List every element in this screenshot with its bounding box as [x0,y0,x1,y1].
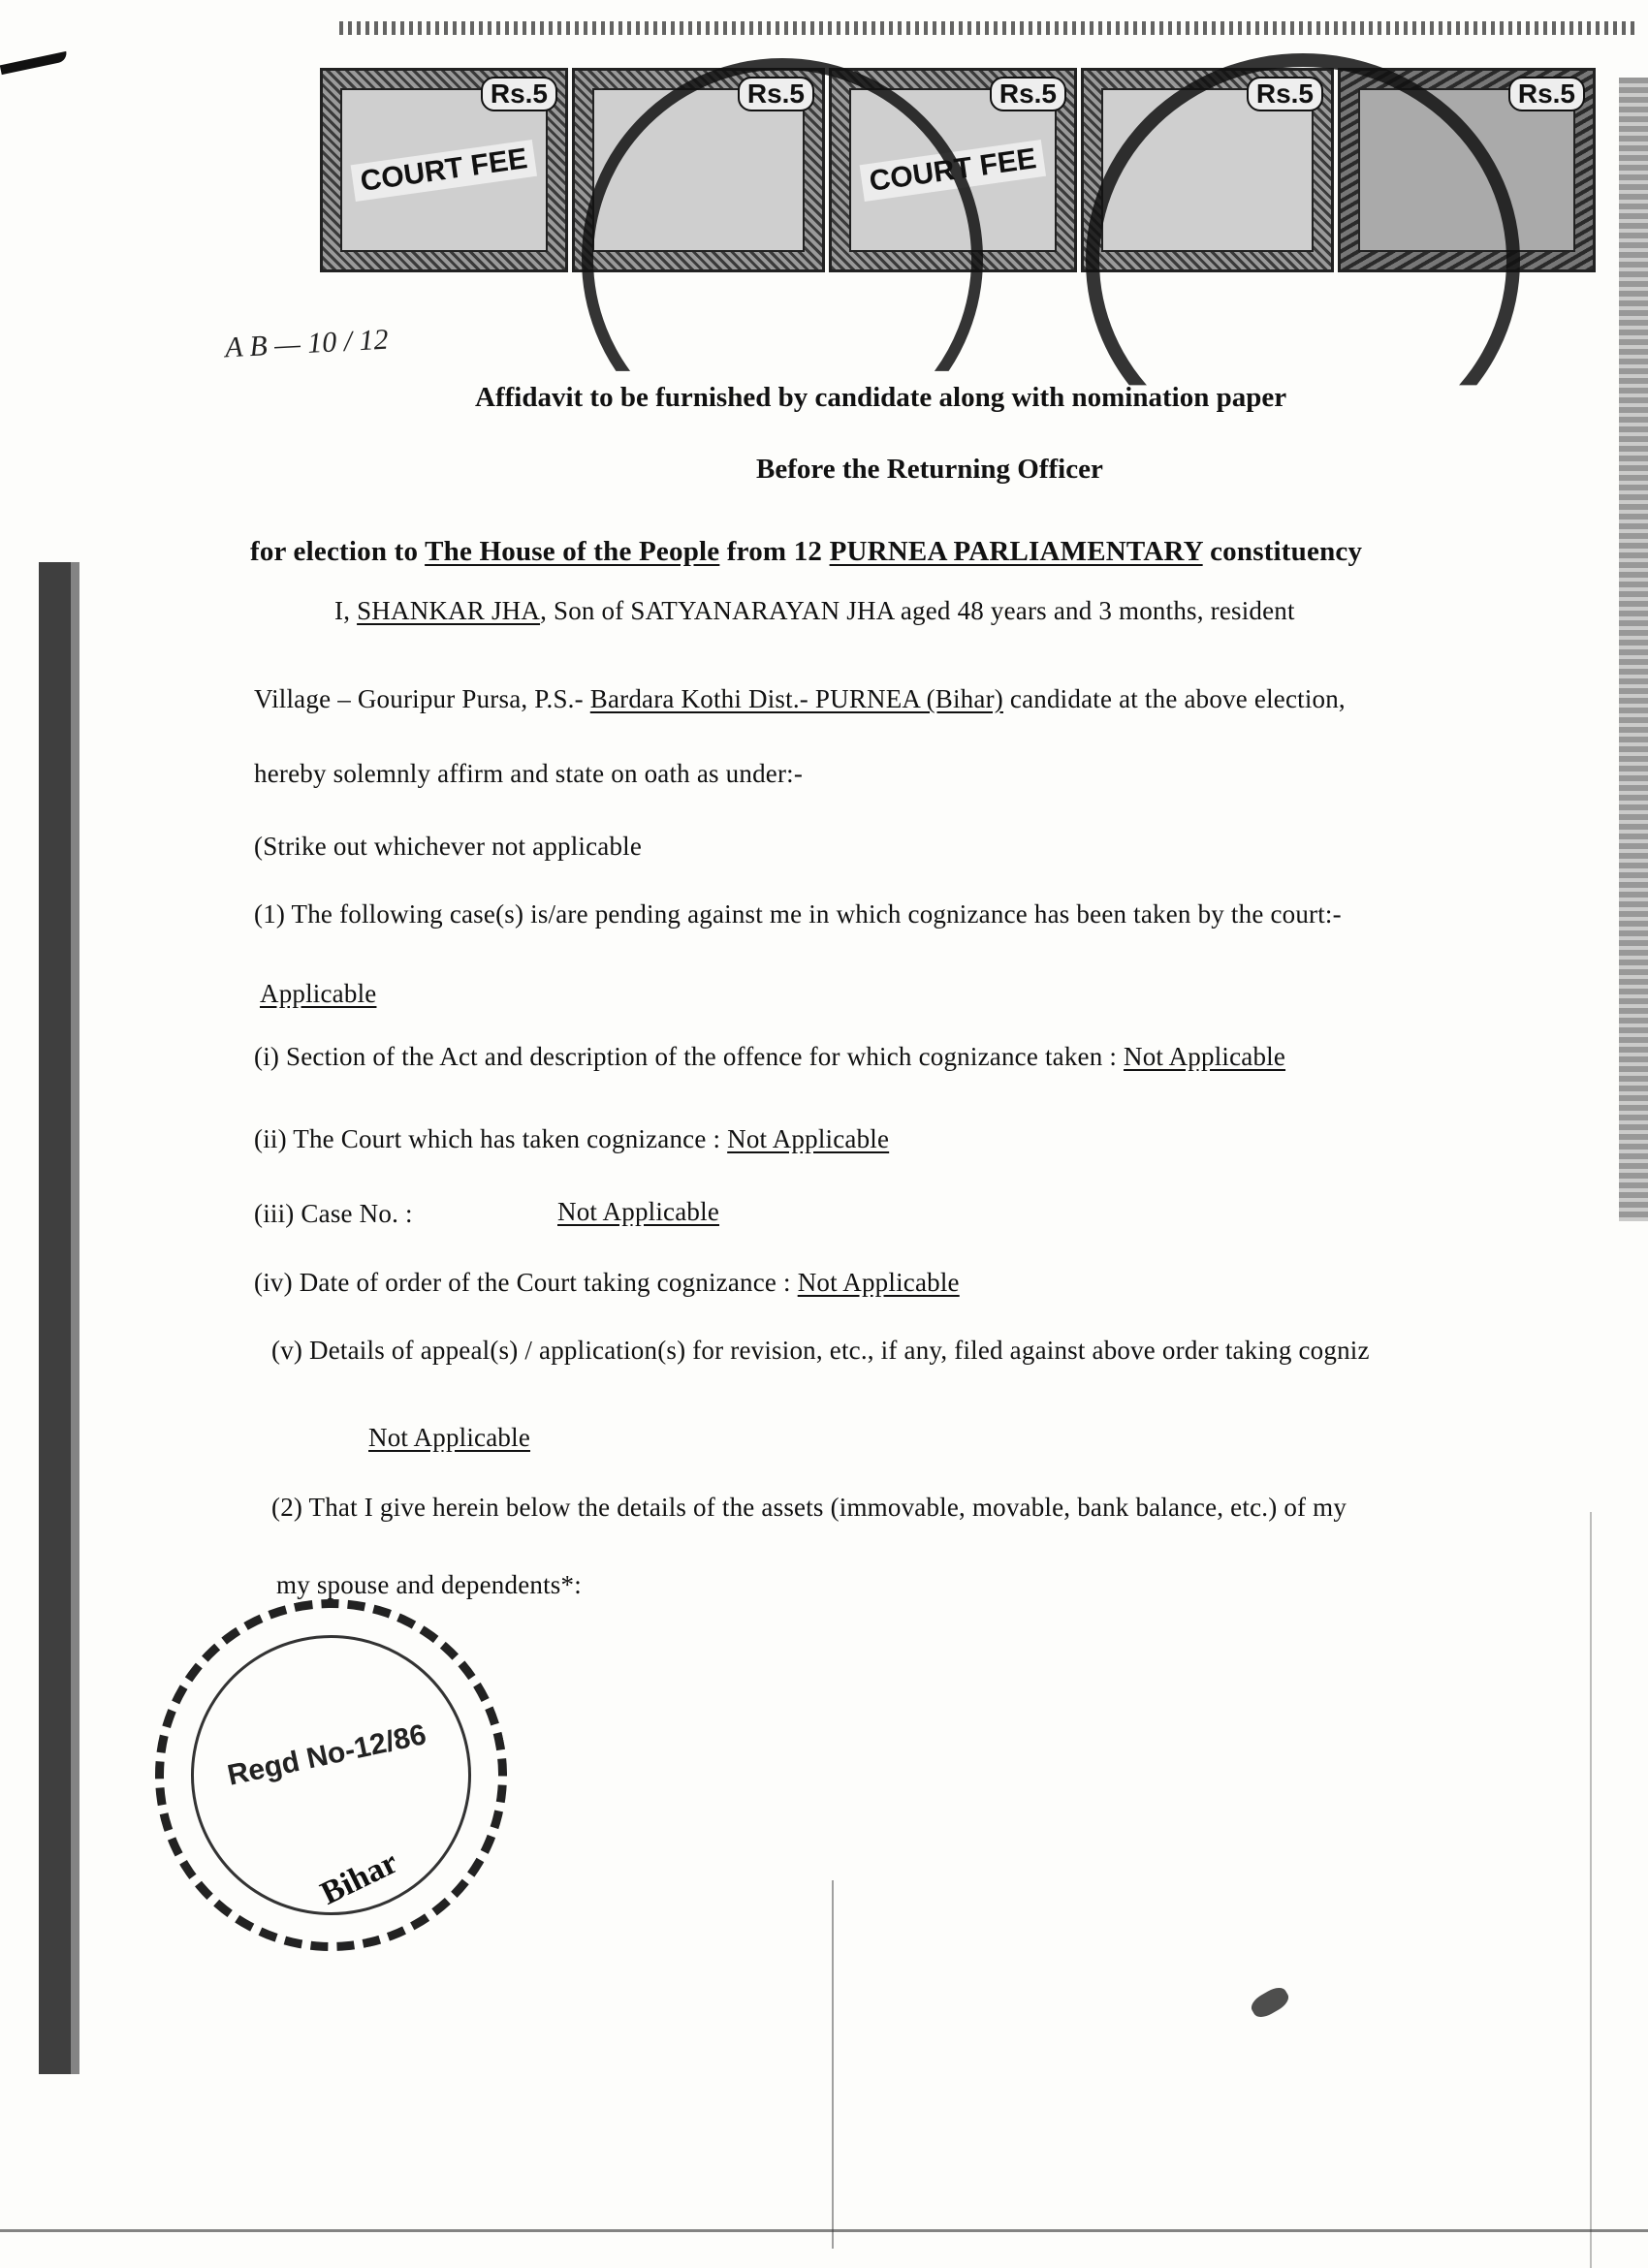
house-name: The House of the People [425,536,720,567]
item-2-text-cont: my spouse and dependents*: [276,1570,582,1599]
scan-edge-right [1619,78,1648,1221]
candidate-name: SHANKAR JHA [357,596,541,625]
address-line: Village – Gouripur Pursa, P.S.- Bardara Kothi Dist.- PURNEA (Bihar) candidate at the above election, [254,684,1346,713]
court-fee-stamp: Rs.5 [1081,68,1334,272]
subitem-v: (v) Details of appeal(s) / application(s) for revision, etc., if any, filed against above order taking cogniz [271,1336,1370,1365]
item-1-text: (1) The following case(s) is/are pending against me in which cognizance has been taken by the court:- [254,899,1342,929]
constituency-name: PURNEA PARLIAMENTARY [829,536,1203,567]
notary-seal: Regd No-12/86 Bihar [122,1566,540,1984]
scan-line [832,1880,834,2249]
subitem-v-value: Not Applicable [368,1423,531,1452]
court-fee-stamp: Rs.5 [572,68,825,272]
affidavit-heading: Affidavit to be furnished by candidate along with nomination paper [475,382,1287,413]
court-fee-stamp: Rs.5 COURT FEE [829,68,1077,272]
revenue-stamp: Rs.5 [1338,68,1596,272]
election-line: for election to The House of the People from 12 PURNEA PARLIAMENTARY constituency [250,536,1363,567]
subitem-iii: (iii) Case No. : [254,1199,413,1228]
scan-edge-left [39,562,97,2074]
subitem-i: (i) Section of the Act and description of the offence for which cognizance taken : Not Applicable [254,1042,1286,1071]
candidate-address: Bardara Kothi Dist.- PURNEA (Bihar) [589,684,1003,713]
declarant-line: I, SHANKAR JHA, Son of SATYANARAYAN JHA aged 48 years and 3 months, resident [334,596,1295,625]
strike-note: (Strike out whichever not applicable [254,832,643,861]
subitem-ii: (ii) The Court which has taken cognizance : Not Applicable [254,1124,890,1153]
subitem-iv: (iv) Date of order of the Court taking cognizance : Not Applicable [254,1268,960,1297]
subitem-iii-value: Not Applicable [557,1197,720,1226]
handwritten-note: A B — 10 / 12 [224,323,390,364]
court-fee-stamp: Rs.5 COURT FEE [320,68,568,272]
scan-line [0,2229,1648,2232]
item-1-status: Applicable [260,979,377,1008]
oath-line: hereby solemnly affirm and state on oath as under:- [254,759,804,788]
scan-line [1590,1512,1592,2268]
scan-noise-top [339,21,1638,35]
returning-officer-heading: Before the Returning Officer [756,454,1103,485]
item-2-text: (2) That I give herein below the details of the assets (immovable, movable, bank balance, etc.) of my [271,1493,1347,1522]
ink-smudge [1248,1983,1292,2021]
scan-edge-mark [0,51,68,75]
